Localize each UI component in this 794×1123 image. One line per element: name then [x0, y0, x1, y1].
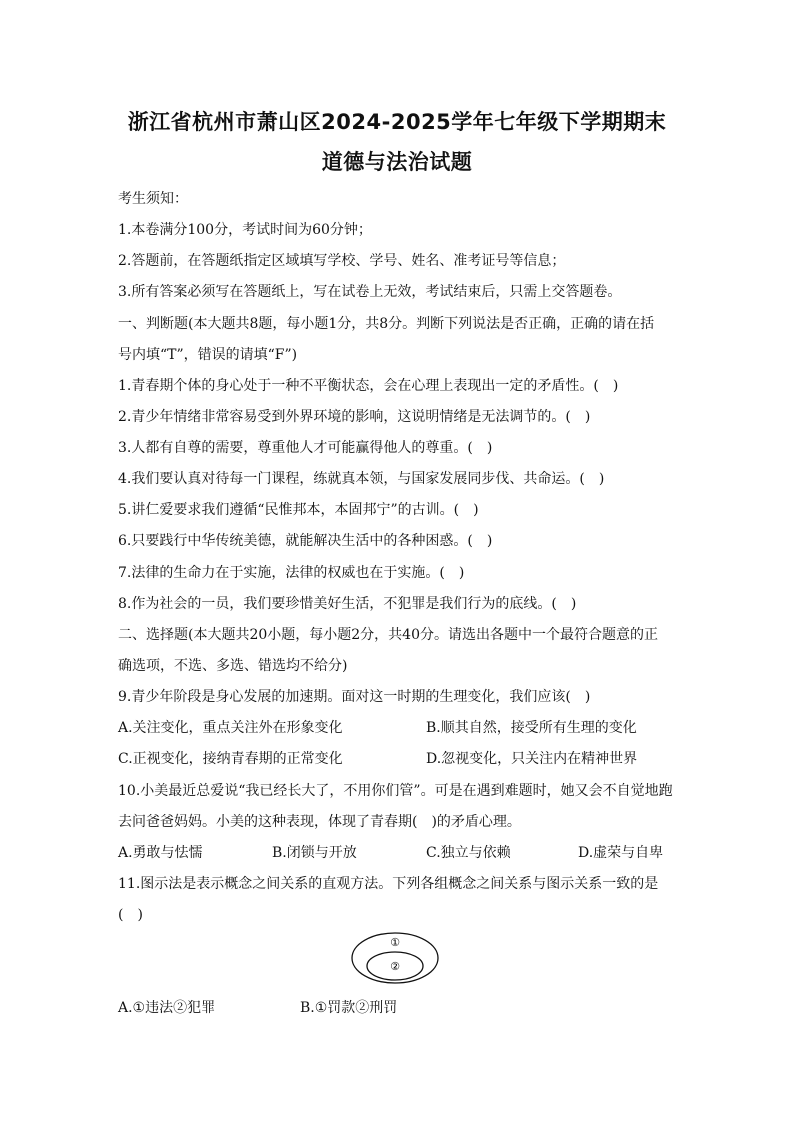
judgement-question: 5.讲仁爱要求我们遵循“民惟邦本，本固邦宁”的古训。( ) — [118, 502, 479, 518]
concept-relation-diagram — [350, 930, 440, 986]
question-10-stem-cont: 去问爸爸妈妈。小美的这种表现，体现了青春期( )的矛盾心理。 — [118, 814, 521, 830]
q11-option-a: A.①违法②犯罪 — [118, 1000, 216, 1016]
q10-option-d: D.虚荣与自卑 — [578, 845, 664, 861]
judgement-question: 1.青春期个体的身心处于一种不平衡状态，会在心理上表现出一定的矛盾性。( ) — [118, 378, 619, 394]
notice-item: 2.答题前，在答题纸指定区域填写学校、学号、姓名、准考证号等信息； — [118, 253, 566, 269]
q9-option-b: B.顺其自然，接受所有生理的变化 — [426, 720, 637, 736]
notice-heading: 考生须知： — [118, 191, 188, 207]
q11-option-b: B.①罚款②刑罚 — [300, 1000, 398, 1016]
judgement-question: 3.人都有自尊的需要，尊重他人才可能赢得他人的尊重。( ) — [118, 440, 493, 456]
section2-heading-cont: 确选项，不选、多选、错选均不给分) — [118, 658, 348, 674]
question-10-stem: 10.小美最近总爱说“我已经长大了，不用你们管”。可是在遇到难题时，她又会不自觉地跑 — [118, 783, 673, 799]
q10-option-b: B.闭锁与开放 — [272, 845, 357, 861]
judgement-question: 7.法律的生命力在于实施，法律的权威也在于实施。( ) — [118, 565, 465, 581]
judgement-question: 4.我们要认真对待每一门课程，练就真本领，与国家发展同步伐、共命运。( ) — [118, 471, 605, 487]
judgement-question: 6.只要践行中华传统美德，就能解决生活中的各种困惑。( ) — [118, 533, 493, 549]
question-11-stem: 11.图示法是表示概念之间关系的直观方法。下列各组概念之间关系与图示关系一致的是 — [118, 876, 659, 892]
exam-title-line1: 浙江省杭州市萧山区2024-2025学年七年级下学期期末 — [127, 110, 667, 134]
outer-label: ① — [390, 936, 400, 949]
question-9-stem: 9.青少年阶段是身心发展的加速期。面对这一时期的生理变化，我们应该( ) — [118, 689, 591, 705]
notice-item: 3.所有答案必须写在答题纸上，写在试卷上无效，考试结束后，只需上交答题卷。 — [118, 284, 622, 300]
section1-heading: 一、判断题(本大题共8题，每小题1分，共8分。判断下列说法是否正确，正确的请在括 — [118, 316, 655, 332]
q9-option-a: A.关注变化，重点关注外在形象变化 — [118, 720, 343, 736]
question-11-stem-cont: ( ) — [118, 907, 143, 923]
inner-label: ② — [390, 960, 400, 973]
q9-option-c: C.正视变化，接纳青春期的正常变化 — [118, 751, 343, 767]
judgement-question: 2.青少年情绪非常容易受到外界环境的影响，这说明情绪是无法调节的。( ) — [118, 409, 591, 425]
judgement-question: 8.作为社会的一员，我们要珍惜美好生活，不犯罪是我们行为的底线。( ) — [118, 596, 577, 612]
section2-heading: 二、选择题(本大题共20小题，每小题2分，共40分。请选出各题中一个最符合题意的正 — [118, 627, 658, 643]
q9-option-d: D.忽视变化，只关注内在精神世界 — [426, 751, 638, 767]
q10-option-c: C.独立与依赖 — [426, 845, 511, 861]
section1-heading-cont: 号内填“T”，错误的请填“F”) — [118, 347, 298, 363]
exam-title-line2: 道德与法治试题 — [321, 150, 473, 174]
notice-item: 1.本卷满分100分，考试时间为60分钟； — [118, 222, 372, 238]
q10-option-a: A.勇敢与怯懦 — [118, 845, 203, 861]
